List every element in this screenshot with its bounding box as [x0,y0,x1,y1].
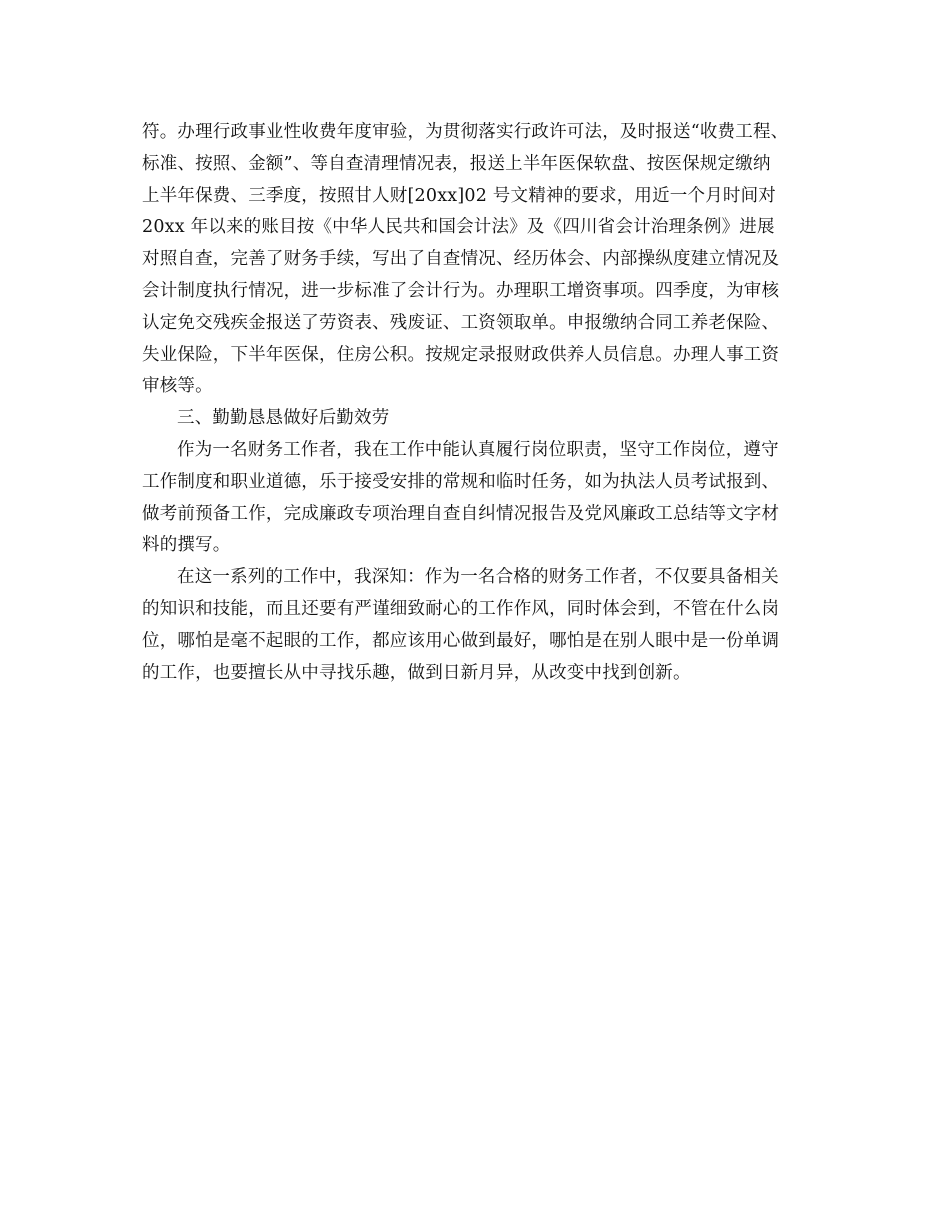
text-line: 标准、按照、金额”、等自查清理情况表，报送上半年医保软盘、按医保规定缴纳 [142,153,771,174]
text-line: 工作制度和职业道德，乐于接受安排的常规和临时任务，如为执法人员考试报到、 [142,471,780,492]
text-line: 在这一系列的工作中，我深知：作为一名合格的财务工作者，不仅要具备相关 [177,567,779,588]
text-line: 20xx 年以来的账目按《中华人民共和国会计法》及《四川省会计治理条例》进展 [142,217,775,238]
text-line: 失业保险，下半年医保，住房公积。按规定录报财政供养人员信息。办理人事工资 [142,344,780,365]
paragraph-reflection [142,562,814,689]
text-line: 认定免交残疾金报送了劳资表、残废证、工资领取单。申报缴纳合同工养老保险、 [142,312,780,333]
text-line: 作为一名财务工作者，我在工作中能认真履行岗位职责，坚守工作岗位，遵守 [177,439,779,460]
document-body [142,117,814,689]
text-line: 的工作，也要擅长从中寻找乐趣，做到日新月异，从改变中找到创新。 [142,662,691,683]
section-heading: 三、勤勤恳恳做好后勤效劳 [177,408,390,429]
text-line: 会计制度执行情况，进一步标准了会计行为。办理职工增资事项。四季度，为审核 [142,280,780,301]
text-line: 上半年保费、三季度，按照甘人财[20xx]02 号文精神的要求，用近一个月时间对 [142,185,776,206]
text-line: 位，哪怕是毫不起眼的工作，都应该用心做到最好，哪怕是在别人眼中是一份单调 [142,630,780,651]
paragraph-duties [142,435,814,562]
text-line: 的知识和技能，而且还要有严谨细致耐心的工作作风，同时体会到，不管在什么岗 [142,598,780,619]
text-line: 对照自查，完善了财务手续，写出了自查情况、经历体会、内部操纵度建立情况及 [142,249,780,270]
text-line: 符。办理行政事业性收费年度审验，为贯彻落实行政许可法，及时报送“收费工程、 [142,122,789,142]
text-line: 料的撰写。 [142,535,231,556]
text-line: 做考前预备工作，完成廉政专项治理自查自纠情况报告及党风廉政工总结等文字材 [142,503,780,524]
text-line: 审核等。 [142,376,213,397]
paragraph-financial-tasks [142,117,814,403]
